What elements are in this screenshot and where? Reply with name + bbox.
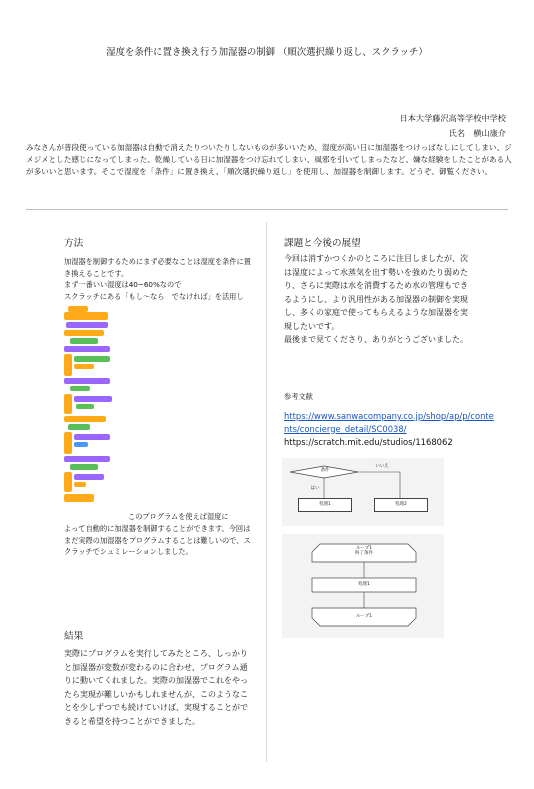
loop-start-label: ループ1 終了条件 <box>355 546 373 557</box>
loop-end-label: ループ1 <box>355 614 373 619</box>
issues-text <box>284 252 470 347</box>
divider <box>26 209 508 210</box>
condition-label: 条件 <box>320 468 330 473</box>
column-divider <box>266 222 267 762</box>
author-name: 氏名 横山康介 <box>448 128 506 138</box>
loop-flowchart <box>282 534 444 638</box>
references-heading: 参考文献 <box>284 392 313 401</box>
method-text-2: まず一番いい湿度は40~60%なので <box>64 280 182 290</box>
method-heading: 方法 <box>64 238 84 249</box>
process-2-box: 処理2 <box>374 498 428 512</box>
process-1-box: 処理1 <box>298 498 352 512</box>
thanks-text: 最後まで見てくださり、ありがとうございました。 <box>284 335 468 344</box>
method-text-1: 加湿器を制御するためにまず必要なことは湿度を条件に置き換えることです。 <box>64 257 251 278</box>
results-text: 実際にプログラムを実行してみたところ、しっかりと加湿器が変数が変わるのに合わせ、プログラム通りに動いてくれました。実際の加湿器でこれをやったら実現が難しいかもしれませんが、このようなことを少しずつでも続けていけば、実現することができると希望を持つことができました。 <box>64 649 248 726</box>
results-heading: 結果 <box>64 631 84 642</box>
method-text-5: よって自動的に加湿器を制御することができます。今回はまだ実際の加湿器をプログラムすることは難しいので、スクラッチでシュミレーションしました。 <box>64 524 251 557</box>
page-title: 湿度を条件に置き換え行う加湿器の制御 （順次選択繰り返し、スクラッチ） <box>106 47 428 58</box>
no-label: いいえ <box>375 464 389 469</box>
flowchart-arrows <box>282 458 444 526</box>
reference-link-sanwa[interactable]: https://www.sanwacompany.co.jp/shop/ap/p/contents/concierge_detail/SC0038/ <box>284 411 494 434</box>
issues-heading: 課題と今後の展望 <box>284 238 361 249</box>
scratch-program-image <box>64 306 130 504</box>
reference-url-scratch: https://scratch.mit.edu/studios/1168062 <box>284 437 453 447</box>
loop-process-label: 処理1 <box>358 582 370 587</box>
method-text-3: スクラッチにある「もし～なら でなければ」を活用し <box>64 291 244 301</box>
method-text-4: このプログラムを使えば湿度に <box>128 512 229 521</box>
intro-paragraph: みなさんが普段使っている加湿器は自動で消えたりついたりしないものが多いいため、湿度が高い日に加湿器をつけっぱなしにしてしまい、ジメジメとした感じになってしまった、乾燥している日に加湿器をつけ忘れてしまい、風邪を引いてしまったなど、嫌な経験をしたことがある人が多いいと思います。そこで湿度を「条件」に置き換え、「順次選択繰り返し」を使用し、加湿器を制御します。どうぞ、御覧ください。 <box>26 143 512 176</box>
yes-label: はい <box>310 486 320 491</box>
selection-flowchart <box>282 458 444 526</box>
method-paragraph <box>64 256 254 302</box>
issues-body: 今回は消すかつくかのところに注目しましたが、次は湿度によって水蒸気を出す勢いを強めたり弱めたり、さらに実際は水を消費するため水の管理もできるようにし、より汎用性がある加湿器の制御を実現し、多くの家庭で使ってもらえるような加湿器を実現したいです。 <box>284 254 468 331</box>
school-name: 日本大学藤沢高等学校中学校 <box>399 113 506 123</box>
